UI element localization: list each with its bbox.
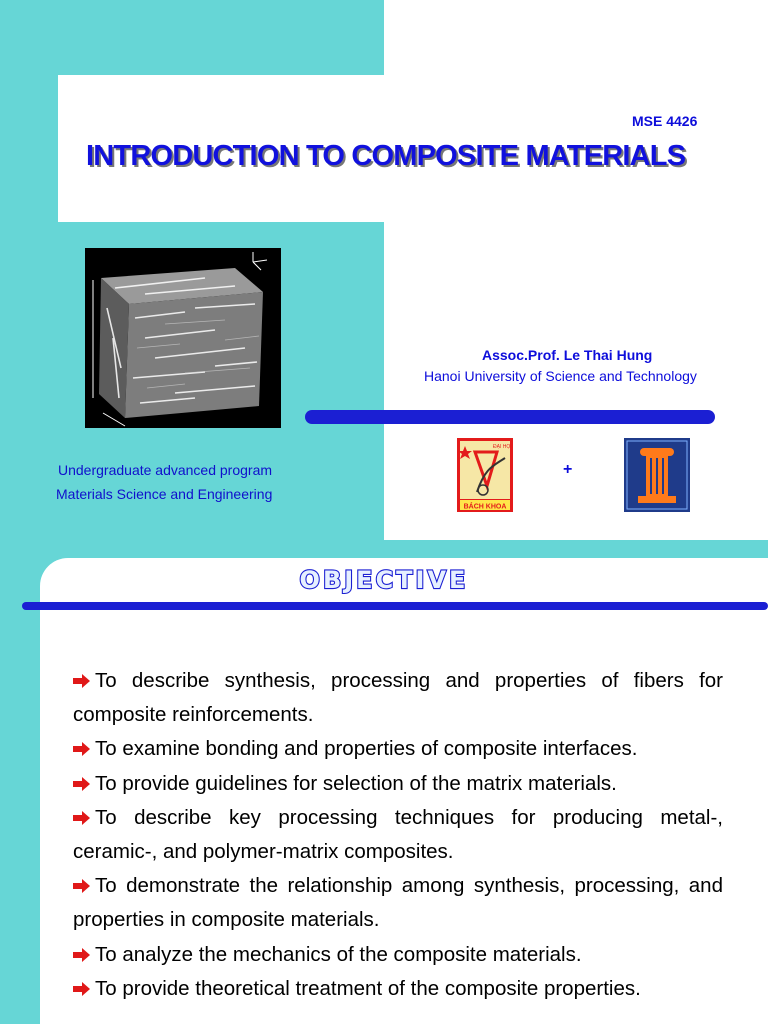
- red-arrow-icon: [73, 777, 90, 791]
- list-item: [73, 938, 723, 972]
- list-item: [73, 664, 723, 732]
- list-item: [73, 972, 723, 1006]
- list-item: [73, 767, 723, 801]
- list-item-text: To describe key processing techniques for producing metal-, ceramic-, and polymer-matrix composites.: [73, 805, 723, 864]
- red-arrow-icon: [73, 982, 90, 996]
- teal-side: [0, 540, 40, 1024]
- program-line-2: Materials Science and Engineering: [56, 486, 273, 502]
- list-item-text: To provide theoretical treatment of the composite properties.: [95, 976, 641, 1000]
- list-item-text: To examine bonding and properties of composite interfaces.: [95, 737, 638, 761]
- objective-slide: [0, 540, 768, 1024]
- red-arrow-icon: [73, 674, 90, 688]
- hust-logo-top-text: ĐẠI HỌC: [493, 444, 513, 450]
- red-arrow-icon: [73, 879, 90, 893]
- heading-divider: [22, 602, 768, 610]
- list-item-text: To provide guidelines for selection of the matrix materials.: [95, 771, 617, 795]
- list-item-text: To demonstrate the relationship among synthesis, processing, and properties in composite materials.: [73, 874, 723, 932]
- list-item: [73, 869, 723, 937]
- course-code: MSE 4426: [632, 113, 698, 129]
- uiuc-logo: [624, 438, 690, 512]
- composite-microstructure-image: [85, 248, 281, 428]
- objective-heading: [0, 562, 768, 599]
- hust-logo: [457, 438, 513, 512]
- objective-list: [73, 664, 723, 1006]
- author-name: Assoc.Prof. Le Thai Hung: [482, 347, 653, 363]
- plus-sign: +: [563, 461, 573, 478]
- objective-heading-text: OBJECTIVE: [299, 566, 469, 594]
- author-affiliation: Hanoi University of Science and Technology: [424, 368, 697, 384]
- program-line-1: Undergraduate advanced program: [58, 462, 273, 478]
- divider-bar: [305, 410, 715, 424]
- list-item: [73, 801, 723, 869]
- hust-logo-bottom-text: BÁCH KHOA: [463, 503, 507, 511]
- list-item-text: To describe synthesis, processing and properties of fibers for composite reinforcements.: [73, 669, 723, 727]
- list-item: [73, 732, 723, 766]
- red-arrow-icon: [73, 948, 90, 962]
- slide-title: INTRODUCTION TO COMPOSITE MATERIALS: [86, 140, 686, 172]
- list-item-text: To analyze the mechanics of the composite materials.: [95, 942, 582, 966]
- red-arrow-icon: [73, 742, 90, 756]
- red-arrow-icon: [73, 811, 90, 825]
